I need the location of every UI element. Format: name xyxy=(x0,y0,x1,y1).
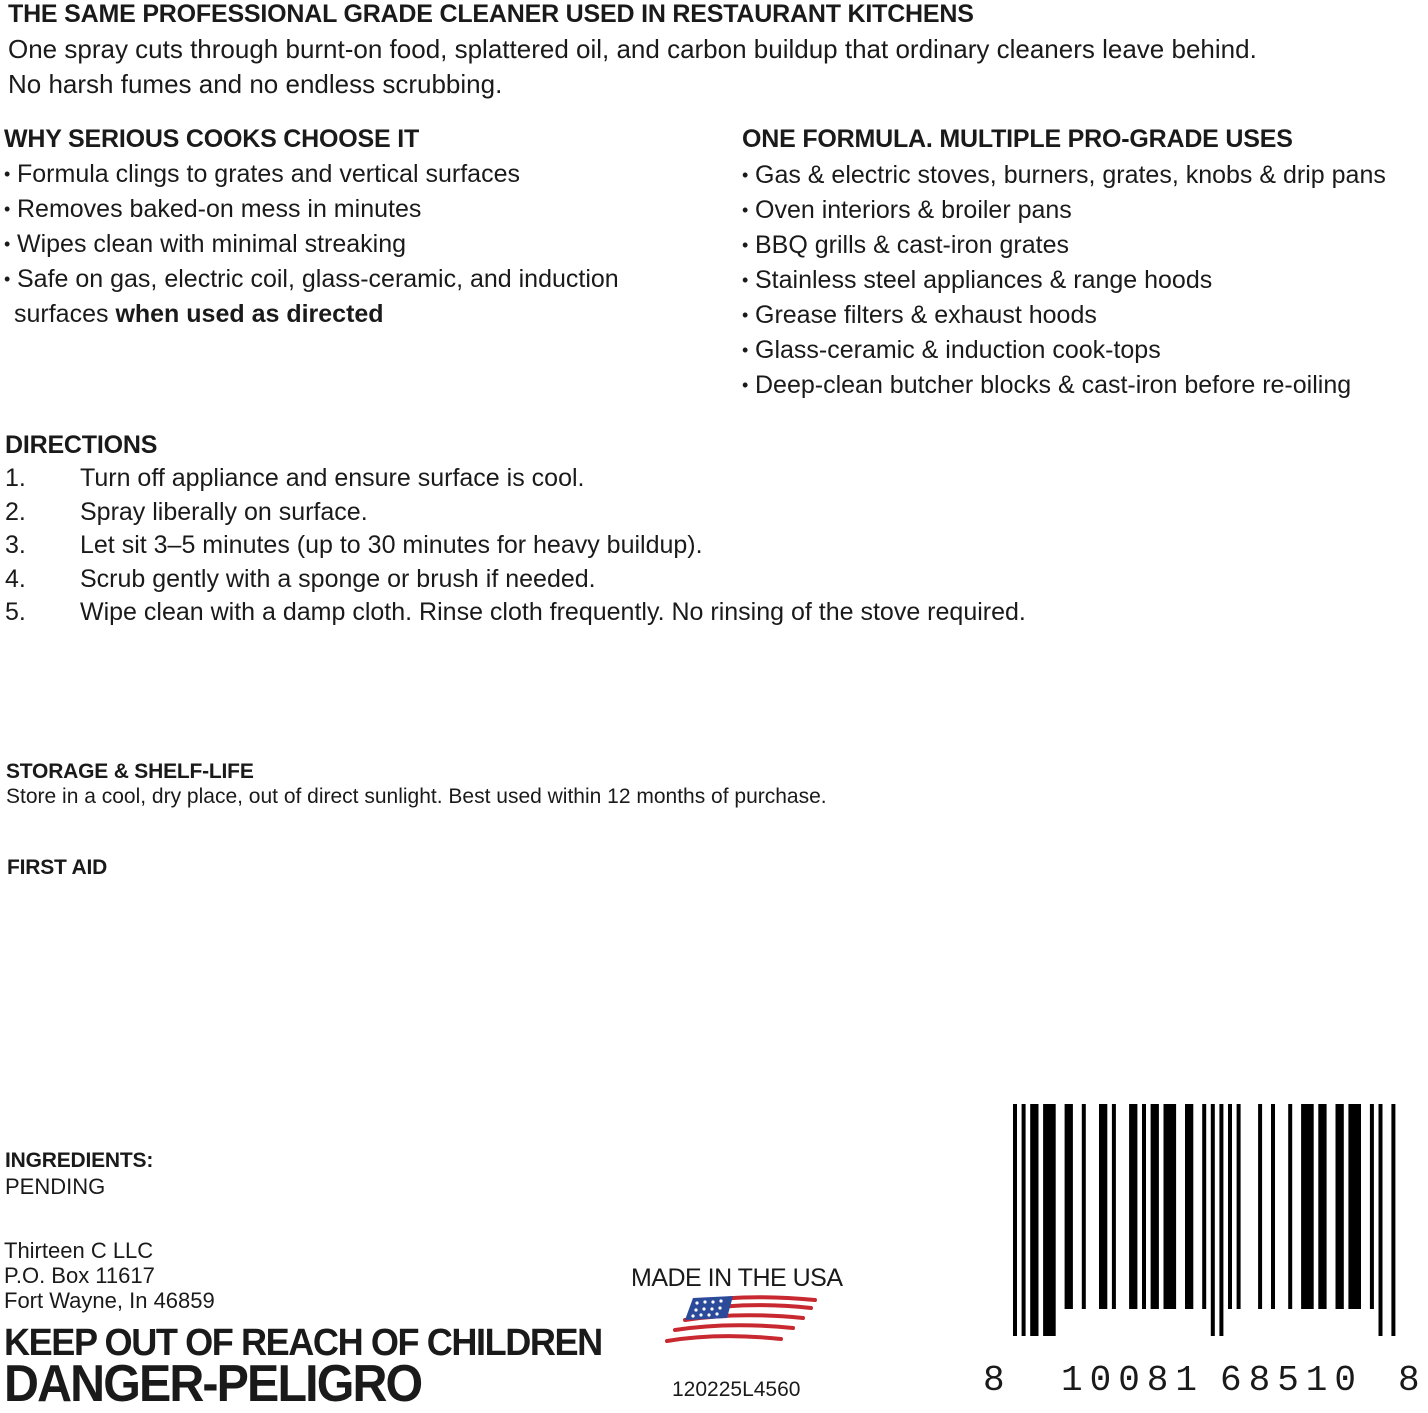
ingredients-text: PENDING xyxy=(5,1174,106,1199)
barcode-bar xyxy=(1258,1104,1262,1309)
barcode-bar xyxy=(1391,1104,1395,1336)
direction-step xyxy=(5,529,1026,563)
first-aid-heading: FIRST AID xyxy=(7,856,108,879)
made-in-usa-label: MADE IN THE USA xyxy=(631,1264,843,1292)
barcode-bar xyxy=(1030,1104,1038,1336)
barcode-bar xyxy=(1022,1104,1026,1336)
barcode-bar xyxy=(1185,1104,1193,1309)
direction-step xyxy=(5,496,1026,530)
why-cont-plain: surfaces xyxy=(14,300,116,328)
why-item: • Wipes clean with minimal streaking xyxy=(4,227,619,262)
barcode-bar xyxy=(1065,1104,1073,1309)
barcode-bar xyxy=(1370,1104,1374,1309)
why-list xyxy=(4,157,619,297)
company-name: Thirteen C LLC xyxy=(4,1238,154,1263)
barcode-bar xyxy=(1379,1104,1383,1336)
intro-line-1: One spray cuts through burnt-on food, splattered oil, and carbon buildup that ordinary cleaners leave behind. xyxy=(8,34,1257,64)
direction-step xyxy=(5,563,1026,597)
step-number: 4. xyxy=(5,564,26,593)
uses-heading: ONE FORMULA. MULTIPLE PRO-GRADE USES xyxy=(742,125,1293,153)
barcode-image xyxy=(980,1100,1400,1345)
barcode-bar xyxy=(1301,1104,1314,1309)
barcode-bar xyxy=(1348,1104,1361,1309)
barcode-bar xyxy=(1112,1104,1116,1309)
company-city: Fort Wayne, In 46859 xyxy=(4,1288,215,1313)
barcode-bar xyxy=(1237,1104,1241,1309)
barcode-bar xyxy=(1228,1104,1232,1309)
why-item: • Formula clings to grates and vertical surfaces xyxy=(4,157,619,192)
uses-item: • Glass-ceramic & induction cook-tops xyxy=(742,333,1386,368)
uses-item: • Gas & electric stoves, burners, grates, knobs & drip pans xyxy=(742,158,1386,193)
barcode-bar xyxy=(1219,1104,1223,1336)
direction-step xyxy=(5,596,1026,630)
barcode-digit-last: 8 xyxy=(1398,1360,1420,1401)
keep-out-warning: KEEP OUT OF REACH OF CHILDREN xyxy=(4,1322,602,1364)
danger-warning: DANGER-PELIGRO xyxy=(4,1355,422,1413)
uses-item: • Grease filters & exhaust hoods xyxy=(742,298,1386,333)
uses-item: • Stainless steel appliances & range hoods xyxy=(742,263,1386,298)
why-item: • Safe on gas, electric coil, glass-ceramic, and induction xyxy=(4,262,619,297)
barcode-bar xyxy=(1318,1104,1326,1309)
why-heading: WHY SERIOUS COOKS CHOOSE IT xyxy=(4,125,420,153)
uses-list xyxy=(742,158,1386,403)
uses-item: • Oven interiors & broiler pans xyxy=(742,193,1386,228)
headline: THE SAME PROFESSIONAL GRADE CLEANER USED IN RESTAURANT KITCHENS xyxy=(8,0,974,28)
barcode-bar xyxy=(1336,1104,1344,1309)
step-number: 5. xyxy=(5,598,26,627)
barcode-bar xyxy=(1142,1104,1146,1309)
intro-line-2: No harsh fumes and no endless scrubbing. xyxy=(8,69,503,99)
step-text: Spray liberally on surface. xyxy=(80,497,368,526)
uses-item: • Deep-clean butcher blocks & cast-iron before re-oiling xyxy=(742,368,1386,403)
step-text: Let sit 3–5 minutes (up to 30 minutes for heavy buildup). xyxy=(80,531,703,560)
ingredients-heading: INGREDIENTS: xyxy=(5,1149,154,1172)
step-text: Wipe clean with a damp cloth. Rinse cloth frequently. No rinsing of the stove required. xyxy=(80,598,1026,627)
step-number: 2. xyxy=(5,497,26,526)
barcode-digits-left: 10081 xyxy=(1061,1360,1205,1401)
lot-code: 120225L4560 xyxy=(672,1378,801,1401)
why-cont-bold: when used as directed xyxy=(115,300,384,328)
barcode-bar xyxy=(1164,1104,1177,1309)
storage-heading: STORAGE & SHELF-LIFE xyxy=(6,760,254,783)
barcode-bar xyxy=(1151,1104,1159,1309)
usa-flag-icon xyxy=(663,1294,819,1350)
direction-step xyxy=(5,462,1026,496)
step-text: Turn off appliance and ensure surface is cool. xyxy=(80,464,585,493)
uses-item: • BBQ grills & cast-iron grates xyxy=(742,228,1386,263)
barcode-bar xyxy=(1099,1104,1107,1309)
directions-list xyxy=(5,462,1026,630)
step-number: 3. xyxy=(5,531,26,560)
barcode-bar xyxy=(1288,1104,1292,1309)
barcode-bar xyxy=(1271,1104,1275,1309)
barcode-bar xyxy=(1082,1104,1086,1309)
barcode-bar xyxy=(1202,1104,1206,1309)
barcode-digit-first: 8 xyxy=(983,1360,1005,1401)
barcode-bar xyxy=(1211,1104,1215,1336)
barcode-bar xyxy=(1043,1104,1056,1336)
step-number: 1. xyxy=(5,464,26,493)
storage-text: Store in a cool, dry place, out of direct sunlight. Best used within 12 months of purchase. xyxy=(6,785,827,808)
barcode-digits-right: 68510 xyxy=(1220,1360,1364,1401)
barcode-bar xyxy=(1013,1104,1017,1336)
step-text: Scrub gently with a sponge or brush if needed. xyxy=(80,564,596,593)
why-item: • Removes baked-on mess in minutes xyxy=(4,192,619,227)
why-item-continuation xyxy=(14,297,384,332)
directions-heading: DIRECTIONS xyxy=(5,431,158,459)
company-po-box: P.O. Box 11617 xyxy=(4,1263,155,1288)
barcode-bar xyxy=(1129,1104,1137,1309)
